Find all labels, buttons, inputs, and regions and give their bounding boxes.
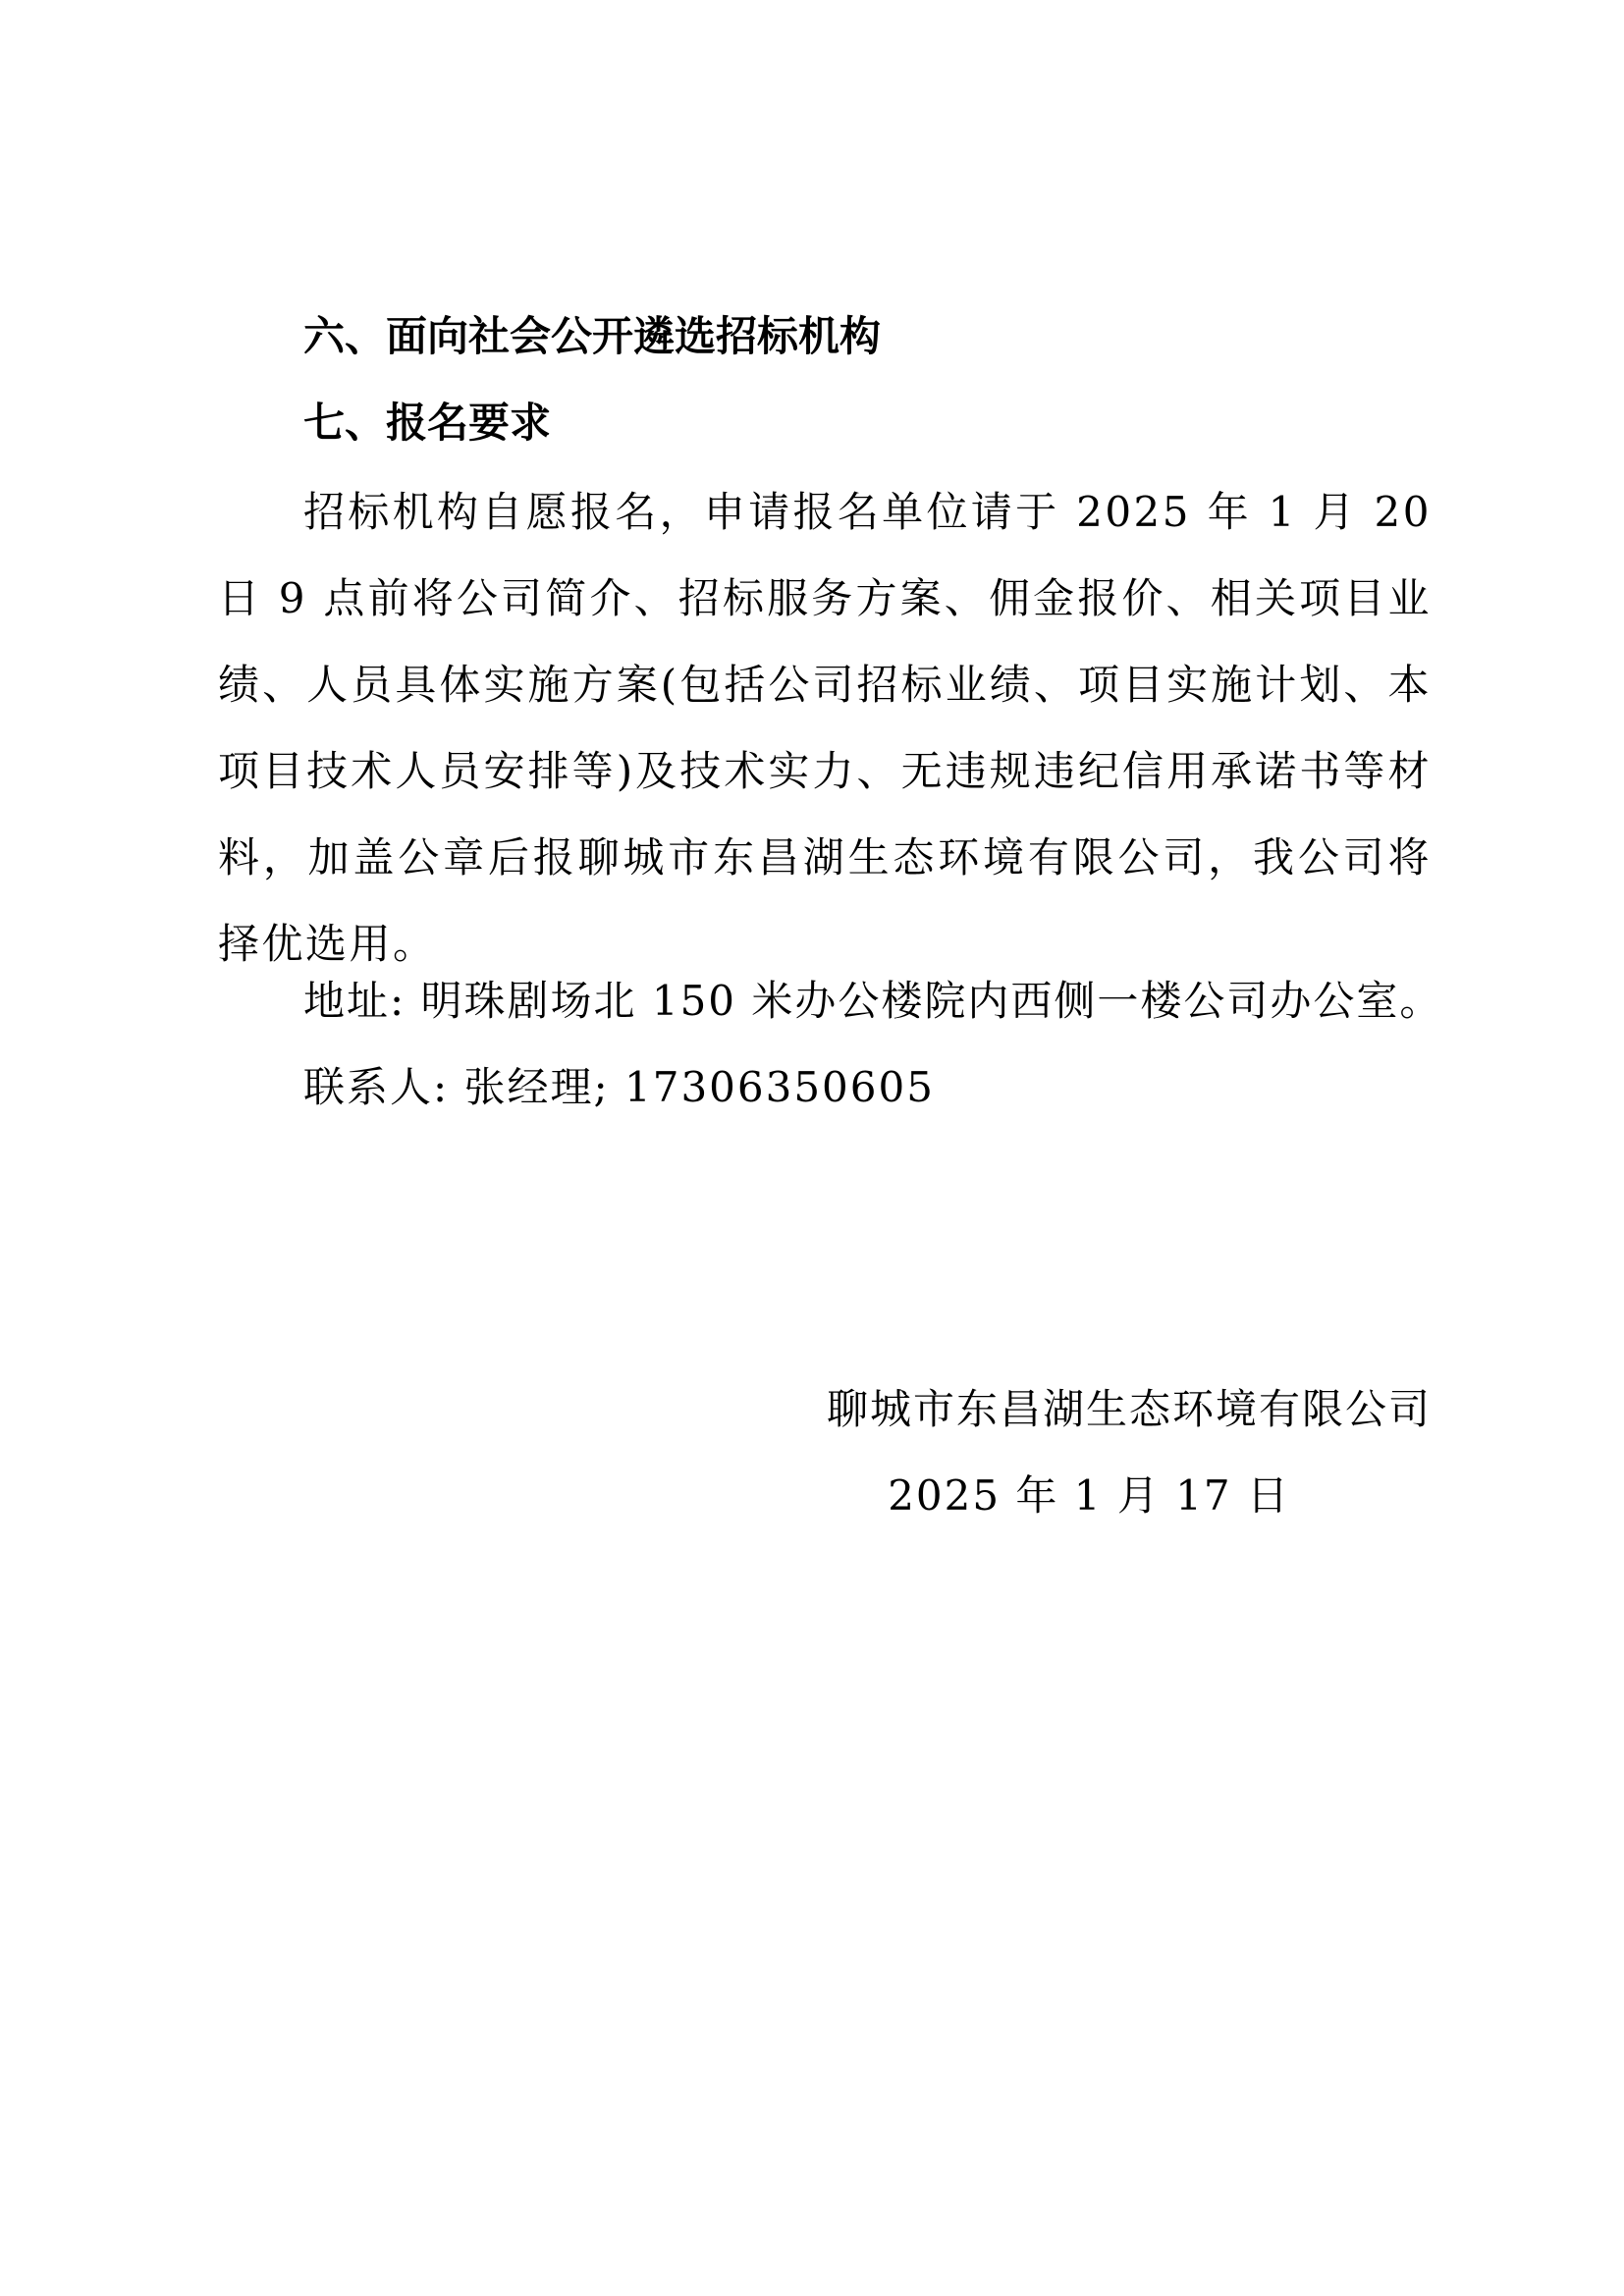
section-7-heading: 七、报名要求	[303, 399, 552, 447]
signature-date: 2025 年 1 月 17 日	[888, 1471, 1290, 1520]
registration-requirements-paragraph: 招标机构自愿报名，申请报名单位请于 2025 年 1 月 20 日 9 点前将公司简介、招标服务方案、佣金报价、相关项目业绩、人员具体实施方案(包括公司招标业绩、项目实施计划、本项目技术人员安排等)及技术实力、无违规违纪信用承诺书等材料，加盖公章后报聊城市东昌湖生态环境有限公司，我公司将择优选用。	[218, 488, 1432, 968]
signature-company: 聊城市东昌湖生态环境有限公司	[826, 1385, 1432, 1433]
contact-line: 联系人: 张经理; 17306350605	[303, 1063, 935, 1111]
section-6-heading: 六、面向社会公开遴选招标机构	[303, 312, 882, 360]
address-line: 地址: 明珠剧场北 150 米办公楼院内西侧一楼公司办公室。	[303, 977, 1443, 1025]
